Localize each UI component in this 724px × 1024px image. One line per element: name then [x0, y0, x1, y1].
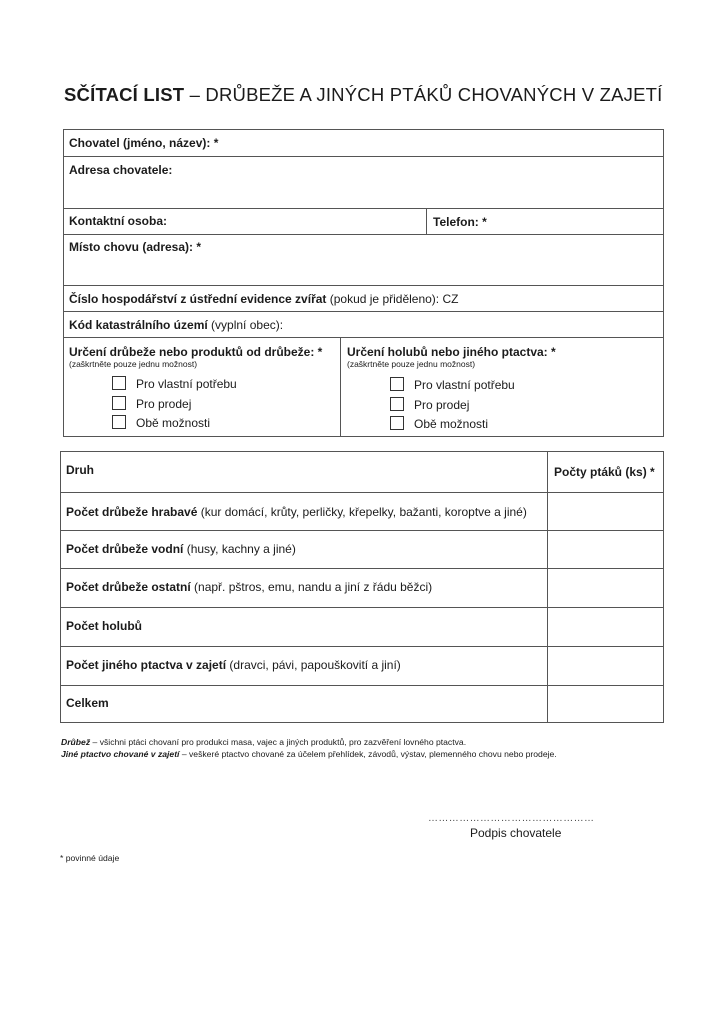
cadastral-code-field[interactable]: Kód katastrálního území (vyplní obec):: [69, 318, 284, 332]
farm-number-field[interactable]: Číslo hospodářství z ústřední evidence zvířat (pokud je přiděleno): CZ: [69, 292, 459, 306]
count-input-poultry-water[interactable]: [548, 531, 663, 568]
divider: [63, 285, 664, 286]
page-title: [64, 84, 674, 106]
mandatory-footnote: * povinné údaje: [60, 853, 120, 863]
divider: [63, 337, 664, 338]
divider: [63, 156, 664, 157]
definition-captive-birds: Jiné ptactvo chované v zajetí – veškeré ptactvo chované za účelem přehlídek, závodů, výstav, plemenného chovu nebo prodeje.: [61, 749, 557, 759]
table-row: Počet jiného ptactva v zajetí (dravci, pávi, papouškovití a jiní): [66, 658, 401, 672]
column-header-counts: Počty ptáků (ks) *: [554, 465, 655, 479]
poultry-own-use-checkbox[interactable]: [112, 376, 126, 390]
signature-label: Podpis chovatele: [470, 826, 562, 840]
breeding-place-field[interactable]: Místo chovu (adresa): *: [69, 240, 202, 254]
count-input-total[interactable]: [548, 686, 663, 722]
table-row: Celkem: [66, 696, 109, 710]
poultry-purpose-heading: Určení drůbeže nebo produktů od drůbeže: *: [69, 345, 323, 359]
table-row: Počet drůbeže vodní (husy, kachny a jiné): [66, 542, 296, 556]
count-input-poultry-scratching[interactable]: [548, 493, 663, 530]
table-row: Počet holubů: [66, 619, 142, 633]
pigeons-purpose-hint: (zaškrtněte pouze jednu možnost): [347, 359, 476, 369]
count-input-pigeons[interactable]: [548, 608, 663, 646]
signature-line[interactable]: …………………………………………: [428, 813, 595, 824]
count-input-poultry-other[interactable]: [548, 569, 663, 607]
phone-field[interactable]: Telefon: *: [433, 215, 487, 229]
contact-person-field[interactable]: Kontaktní osoba:: [69, 214, 167, 228]
divider: [63, 208, 664, 209]
poultry-sale-label: Pro prodej: [136, 397, 192, 411]
divider: [63, 234, 664, 235]
owner-address-field[interactable]: Adresa chovatele:: [69, 163, 173, 177]
pigeons-sale-label: Pro prodej: [414, 398, 470, 412]
title-bold: SČÍTACÍ LIST: [64, 84, 185, 105]
pigeons-own-use-checkbox[interactable]: [390, 377, 404, 391]
pigeons-own-use-label: Pro vlastní potřebu: [414, 378, 515, 392]
poultry-both-checkbox[interactable]: [112, 415, 126, 429]
divider: [426, 208, 427, 234]
table-row: Počet drůbeže hrabavé (kur domácí, krůty, perličky, křepelky, bažanti, koroptve a jiné): [66, 505, 527, 519]
owner-name-field[interactable]: Chovatel (jméno, název): *: [69, 136, 219, 150]
table-row: Počet drůbeže ostatní (např. pštros, emu, nandu a jiní z řádu běžci): [66, 580, 433, 594]
title-rest: – DRŮBEŽE A JINÝCH PTÁKŮ CHOVANÝCH V ZAJETÍ: [184, 84, 663, 105]
count-input-other-birds[interactable]: [548, 647, 663, 685]
pigeons-both-label: Obě možnosti: [414, 417, 489, 431]
column-header-type: Druh: [66, 463, 94, 477]
pigeons-both-checkbox[interactable]: [390, 416, 404, 430]
poultry-purpose-hint: (zaškrtněte pouze jednu možnost): [69, 359, 198, 369]
pigeons-purpose-heading: Určení holubů nebo jiného ptactva: *: [347, 345, 556, 359]
divider: [340, 337, 341, 437]
divider: [63, 311, 664, 312]
poultry-both-label: Obě možnosti: [136, 416, 211, 430]
pigeons-sale-checkbox[interactable]: [390, 397, 404, 411]
definition-poultry: Drůbež – všichni ptáci chovaní pro produkci masa, vajec a jiných produktů, pro zazvěření lovného ptactva.: [61, 737, 467, 747]
poultry-own-use-label: Pro vlastní potřebu: [136, 377, 237, 391]
poultry-sale-checkbox[interactable]: [112, 396, 126, 410]
